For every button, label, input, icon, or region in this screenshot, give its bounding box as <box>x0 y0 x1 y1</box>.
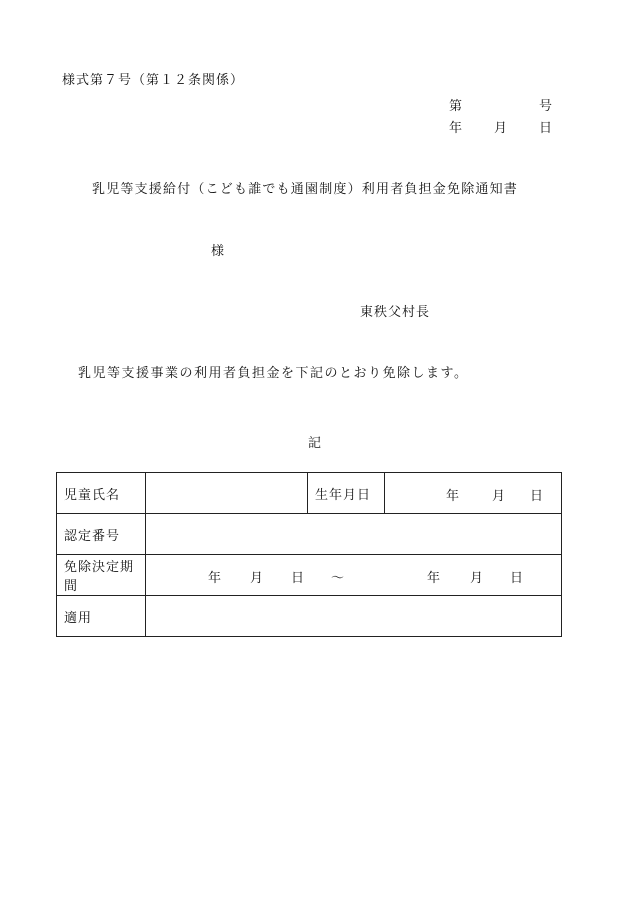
table-row-exemption-period <box>57 555 562 596</box>
number-suffix: 号 <box>539 99 553 114</box>
child-name-field[interactable] <box>146 473 308 514</box>
period-end-month-unit: 月 <box>470 571 485 586</box>
period-start-month-unit: 月 <box>250 571 265 586</box>
period-end-year-unit: 年 <box>427 571 442 586</box>
ki-heading: 記 <box>308 436 322 451</box>
issue-date-month: 月 <box>494 121 508 136</box>
document-title: 乳児等支援給付（こども誰でも通園制度）利用者負担金免除通知書 <box>92 182 519 197</box>
number-prefix: 第 <box>449 99 463 114</box>
table-row-child-name <box>57 473 562 514</box>
addressee-suffix: 様 <box>211 244 225 259</box>
child-name-label: 児童氏名 <box>57 473 146 514</box>
issue-date-day: 日 <box>539 121 553 136</box>
table-row-cert-number <box>57 514 562 555</box>
period-field[interactable] <box>146 555 562 596</box>
table-row-remarks <box>57 596 562 637</box>
cert-number-label: 認定番号 <box>57 514 146 555</box>
birthdate-field[interactable] <box>385 473 562 514</box>
remarks-field[interactable] <box>146 596 562 637</box>
detail-table <box>56 472 562 637</box>
cert-number-field[interactable] <box>146 514 562 555</box>
period-separator: ～ <box>331 571 346 586</box>
issue-date-year: 年 <box>449 121 463 136</box>
form-number: 様式第７号（第１２条関係） <box>62 73 245 88</box>
birthdate-day-unit: 日 <box>530 489 545 504</box>
period-end-day-unit: 日 <box>510 571 525 586</box>
period-label: 免除決定期間 <box>57 555 146 596</box>
birthdate-label: 生年月日 <box>308 473 385 514</box>
notice-body-text: 乳児等支援事業の利用者負担金を下記のとおり免除します。 <box>78 366 469 381</box>
remarks-label: 適用 <box>57 596 146 637</box>
birthdate-year-unit: 年 <box>446 489 461 504</box>
period-start-day-unit: 日 <box>291 571 306 586</box>
period-start-year-unit: 年 <box>208 571 223 586</box>
issuer-name: 東秩父村長 <box>360 305 431 320</box>
birthdate-month-unit: 月 <box>492 489 507 504</box>
